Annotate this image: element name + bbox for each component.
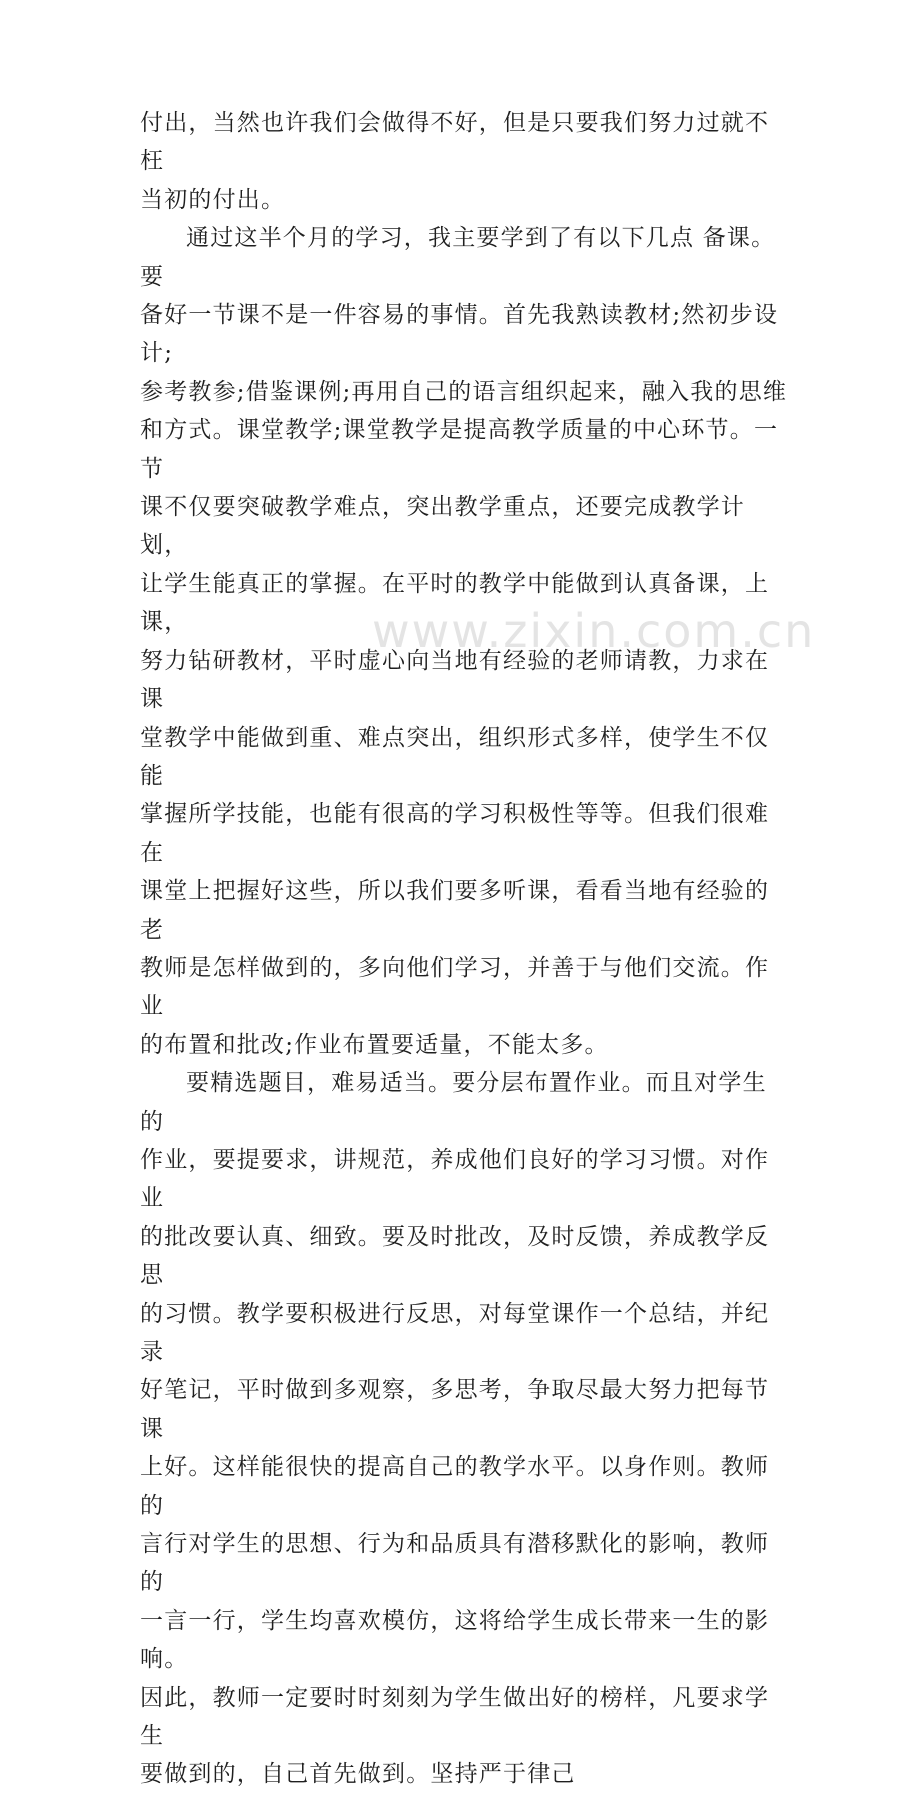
document-body [140,104,788,1794]
text-line: 的习惯。教学要积极进行反思，对每堂课作一个总结，并纪录 [140,1300,770,1365]
text-line: 努力钻研教材，平时虚心向当地有经验的老师请教，力求在课 [140,647,770,713]
text-line: 备好一节课不是一件容易的事情。首先我熟读教材;然初步设计; [140,302,779,367]
text-line: 的布置和批改;作业布置要适量，不能太多。 [140,1031,609,1058]
text-line: 作业，要提要求，讲规范，养成他们良好的学习习惯。对作业 [140,1146,770,1212]
text-line: 一言一行，学生均喜欢模仿，这将给学生成长带来一生的影响。 [140,1607,770,1673]
text-line: 参考教参;借鉴课例;再用自己的语言组织起来，融入我的思维 [140,378,788,405]
text-line: 付出，当然也许我们会做得不好，但是只要我们努力过就不枉 [140,110,770,175]
text-line: 当初的付出。 [140,186,286,213]
text-line: 通过这半个月的学习，我主要学到了有以下几点 备课。要 [140,225,776,290]
text-line: 的批改要认真、细致。要及时批改，及时反馈，养成教学反思 [140,1223,770,1289]
text-line: 要做到的，自己首先做到。坚持严于律己 [140,1761,576,1788]
text-line: 教师是怎样做到的，多向他们学习，并善于与他们交流。作业 [140,954,770,1020]
text-line: 让学生能真正的掌握。在平时的教学中能做到认真备课，上课， [140,570,770,636]
text-line: 课堂上把握好这些，所以我们要多听课，看看当地有经验的老 [140,878,770,943]
text-line: 言行对学生的思想、行为和品质具有潜移默化的影响，教师的 [140,1531,770,1596]
text-line: 要精选题目，难易适当。要分层布置作业。而且对学生的 [140,1070,767,1135]
text-line: 上好。这样能很快的提高自己的教学水平。以身作则。教师的 [140,1454,770,1519]
text-line: 课不仅要突破教学难点，突出教学重点，还要完成教学计划， [140,494,745,559]
text-line: 和方式。课堂教学;课堂教学是提高教学质量的中心环节。一节 [140,417,779,482]
text-line: 因此，教师一定要时时刻刻为学生做出好的榜样，凡要求学生 [140,1684,770,1750]
text-line: 掌握所学技能，也能有很高的学习积极性等等。但我们很难在 [140,801,770,866]
text-line: 堂教学中能做到重、难点突出，组织形式多样，使学生不仅能 [140,724,770,789]
watermark: www.zixin.com.cn [372,604,816,658]
text-line: 好笔记，平时做到多观察，多思考，争取尽最大努力把每节课 [140,1377,770,1442]
